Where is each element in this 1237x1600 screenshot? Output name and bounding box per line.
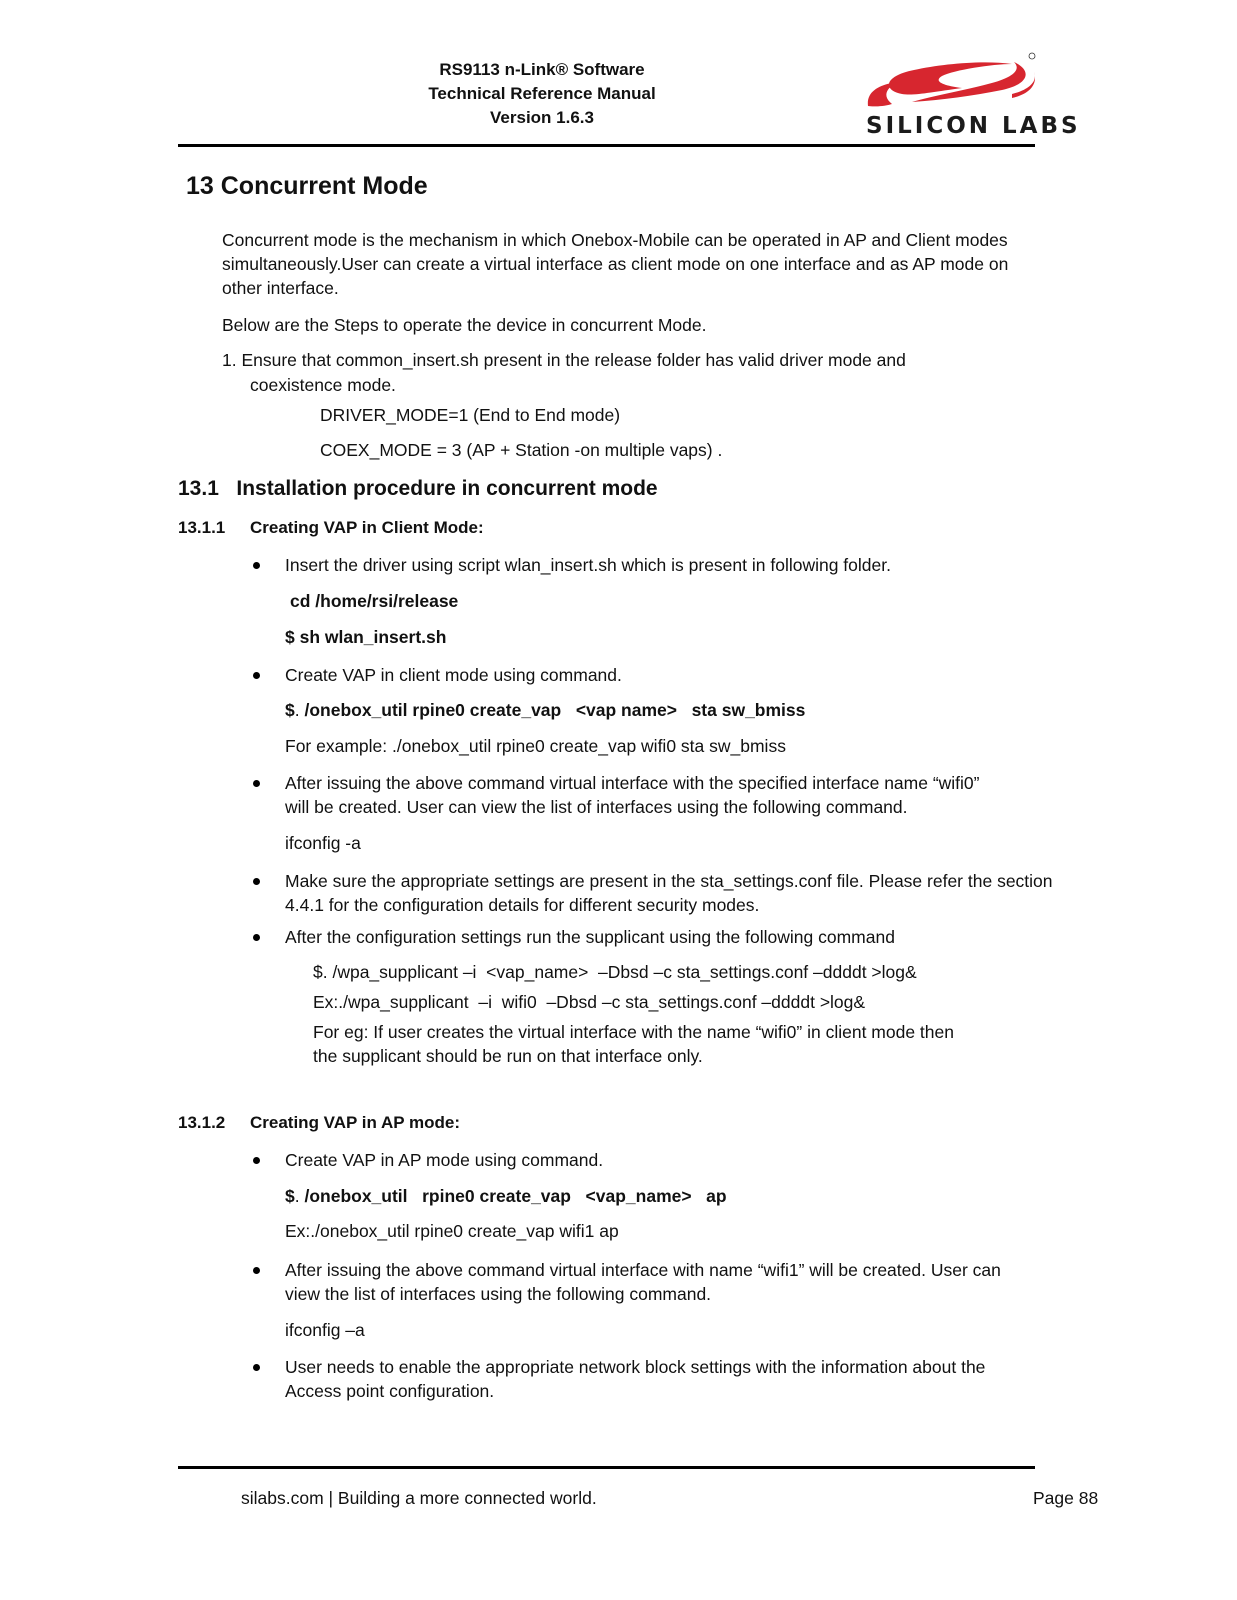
driver-mode-setting: DRIVER_MODE=1 (End to End mode) <box>320 405 621 425</box>
client-step-create-vap: Create VAP in client mode using command. <box>285 665 622 685</box>
section-13-1-2-number: 13.1.2 <box>178 1113 226 1132</box>
client-step-settings-line2: 4.4.1 for the configuration details for different security modes. <box>285 895 760 915</box>
bullet-icon <box>253 934 260 941</box>
step-1-line1: 1. Ensure that common_insert.sh present in the release folder has valid driver mode and <box>222 350 906 370</box>
supplicant-note-line2: the supplicant should be run on that interface only. <box>313 1046 703 1066</box>
client-example: For example: ./onebox_util rpine0 create_vap wifi0 sta sw_bmiss <box>285 736 786 756</box>
ap-example: Ex:./onebox_util rpine0 create_vap wifi1 ap <box>285 1221 619 1241</box>
section-13-1-1-title: Creating VAP in Client Mode: <box>250 518 484 537</box>
bullet-icon <box>253 1364 260 1371</box>
client-step-settings-line1: Make sure the appropriate settings are present in the sta_settings.conf file. Please refer the section <box>285 871 1053 891</box>
bullet-icon <box>253 562 260 569</box>
header-rule <box>178 144 1035 147</box>
paragraph-intro-line2: simultaneously.User can create a virtual interface as client mode on one interface and as AP mode on <box>222 254 1009 274</box>
supplicant-note-line1: For eg: If user creates the virtual interface with the name “wifi0” in client mode then <box>313 1022 954 1042</box>
cmd-wpa-supplicant-example: Ex:./wpa_supplicant –i wifi0 –Dbsd –c sta_settings.conf –ddddt >log& <box>313 992 866 1012</box>
ap-step-network-block-line1: User needs to enable the appropriate network block settings with the information about the <box>285 1357 986 1377</box>
cmd-create-vap-ap <box>285 1186 727 1207</box>
cmd-prompt: $ <box>285 700 295 720</box>
bullet-icon <box>253 878 260 885</box>
page-number: Page 88 <box>1033 1488 1099 1508</box>
paragraph-steps-intro: Below are the Steps to operate the device in concurrent Mode. <box>222 315 707 335</box>
cmd-create-vap-client-text: /onebox_util rpine0 create_vap <vap name> sta sw_bmiss <box>304 700 806 720</box>
bullet-icon <box>253 1267 260 1274</box>
cmd-ifconfig-client: ifconfig -a <box>285 833 361 853</box>
cmd-ifconfig-ap: ifconfig –a <box>285 1320 365 1340</box>
cmd-cd-release: cd /home/rsi/release <box>290 591 459 611</box>
paragraph-intro-line3: other interface. <box>222 278 339 298</box>
bullet-icon <box>253 780 260 787</box>
client-step-insert-driver: Insert the driver using script wlan_insert.sh which is present in following folder. <box>285 555 891 575</box>
cmd-create-vap-client <box>285 700 805 721</box>
ap-step-network-block-line2: Access point configuration. <box>285 1381 495 1401</box>
client-step-after-issue-line2: will be created. User can view the list of interfaces using the following command. <box>285 797 908 817</box>
doc-title-line1: RS9113 n-Link® Software <box>439 60 645 79</box>
cmd-create-vap-ap-text: /onebox_util rpine0 create_vap <vap_name> ap <box>304 1186 727 1206</box>
section-13-1-2-title: Creating VAP in AP mode: <box>250 1113 461 1132</box>
section-13-title: 13 Concurrent Mode <box>186 172 428 200</box>
step-1-line2: coexistence mode. <box>250 375 396 395</box>
ap-step-create-vap: Create VAP in AP mode using command. <box>285 1150 604 1170</box>
coex-mode-setting: COEX_MODE = 3 (AP + Station -on multiple vaps) . <box>320 440 723 460</box>
client-step-supplicant: After the configuration settings run the supplicant using the following command <box>285 927 895 947</box>
footer-tagline: silabs.com | Building a more connected world. <box>241 1488 597 1508</box>
cmd-sh-wlan-insert: $ sh wlan_insert.sh <box>285 627 447 647</box>
bullet-icon <box>253 672 260 679</box>
cmd-prompt: $ <box>285 1186 295 1206</box>
doc-version: Version 1.6.3 <box>490 108 594 127</box>
doc-title-line2: Technical Reference Manual <box>428 84 656 103</box>
client-step-after-issue-line1: After issuing the above command virtual interface with the specified interface name “wifi0” <box>285 773 980 793</box>
cmd-wpa-supplicant: $. /wpa_supplicant –i <vap_name> –Dbsd –c sta_settings.conf –ddddt >log& <box>313 962 917 982</box>
cmd-dot: . <box>294 700 305 720</box>
section-13-1-title: 13.1 Installation procedure in concurrent mode <box>178 477 658 500</box>
section-13-1-1-number: 13.1.1 <box>178 518 226 537</box>
cmd-dot: . <box>294 1186 305 1206</box>
silicon-labs-logo-text: SILICON LABS <box>866 113 1081 139</box>
ap-step-after-issue-line1: After issuing the above command virtual interface with name “wifi1” will be created. User can <box>285 1260 1001 1280</box>
paragraph-intro-line1: Concurrent mode is the mechanism in which Onebox-Mobile can be operated in AP and Client modes <box>222 230 1008 250</box>
footer-rule <box>178 1466 1035 1469</box>
ap-step-after-issue-line2: view the list of interfaces using the following command. <box>285 1284 712 1304</box>
bullet-icon <box>253 1157 260 1164</box>
